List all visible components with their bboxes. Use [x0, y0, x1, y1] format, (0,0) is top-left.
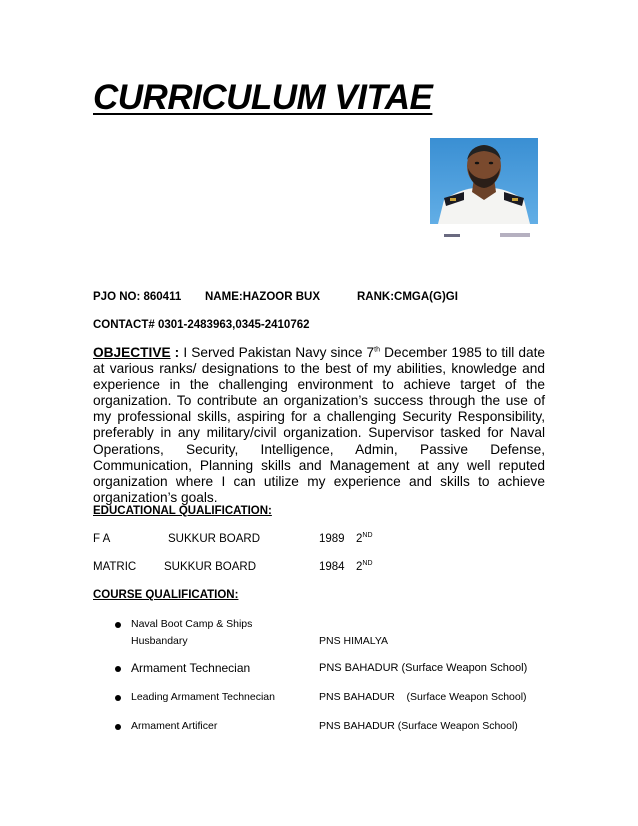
course-name: Armament Technecian	[131, 661, 251, 675]
objective-text-rest: December 1985 to till date at various ranks/ designations to the best of my abilities, knowledge and experience in the challenging environment to achieve target of the organization. To contribute an organization’s success through the use of my professional skills, aspiring for a challenging Security Responsibility, preferably in any military/civil organization. Supervisor tasked for Naval Operations, Security, Intelligence, Admin, Passive Defense, Communication, Planning skills and Management at any well reputed organization where I can utilize my experience and skills to achieve organization’s goals.	[93, 345, 545, 505]
education-division-suffix: ND	[362, 560, 373, 568]
objective-separator: :	[170, 345, 184, 360]
bullet-icon	[115, 622, 121, 628]
education-year: 1984	[319, 561, 345, 573]
profile-photo	[430, 138, 538, 246]
contact-numbers: CONTACT# 0301-2483963,0345-2410762	[93, 319, 310, 331]
bullet-icon	[115, 666, 121, 672]
bullet-icon	[115, 695, 121, 701]
education-exam: F A	[93, 533, 111, 545]
person-rank: RANK:CMGA(G)GI	[357, 291, 458, 303]
course-name: Armament Artificer	[131, 720, 218, 732]
education-board: SUKKUR BOARD	[164, 561, 257, 573]
course-name: Leading Armament Technecian	[131, 691, 275, 703]
bullet-icon	[115, 724, 121, 730]
course-place: PNS BAHADUR (Surface Weapon School)	[319, 662, 528, 674]
education-division	[356, 533, 373, 545]
objective-paragraph	[93, 345, 545, 506]
education-division-suffix: ND	[362, 532, 373, 540]
course-name-line2: Husbandary	[131, 635, 188, 647]
objective-text-start: I Served Pakistan Navy since 7	[183, 345, 375, 360]
education-exam: MATRIC	[93, 561, 137, 573]
course-place: PNS BAHADUR (Surface Weapon School)	[319, 720, 518, 732]
person-name: NAME:HAZOOR BUX	[205, 291, 320, 303]
pjo-number: PJO NO: 860411	[93, 291, 182, 303]
course-name-line1: Naval Boot Camp & Ships	[131, 618, 253, 630]
objective-label: OBJECTIVE	[93, 345, 171, 360]
person-portrait-icon	[430, 138, 538, 246]
course-place: PNS BAHADUR (Surface Weapon School)	[319, 691, 527, 703]
education-division-number: 2	[356, 533, 363, 545]
education-board: SUKKUR BOARD	[168, 533, 261, 545]
document-title: CURRICULUM VITAE	[93, 78, 433, 117]
education-heading: EDUCATIONAL QUALIFICATION:	[93, 505, 272, 517]
courses-heading: COURSE QUALIFICATION:	[93, 589, 239, 601]
course-place: PNS HIMALYA	[319, 635, 389, 647]
education-division-number: 2	[356, 561, 363, 573]
education-division	[356, 561, 373, 573]
education-year: 1989	[319, 533, 345, 545]
objective-date-suffix: th	[374, 346, 381, 354]
